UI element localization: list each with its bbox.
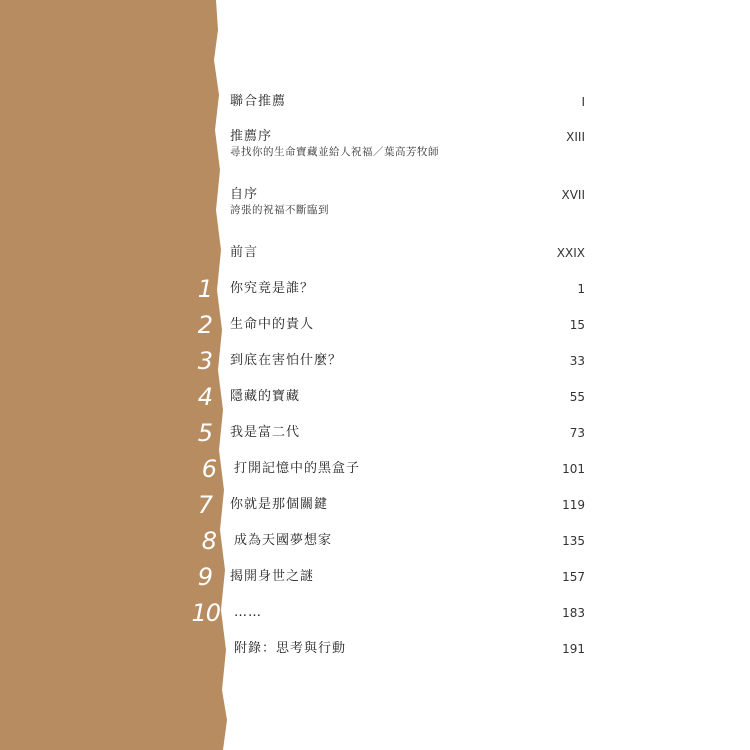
entry-subtitle: 尋找你的生命寶藏並給人祝福／葉高芳牧師 <box>230 146 439 158</box>
chapter-number: 4 <box>197 383 212 411</box>
chapter-number: 8 <box>201 527 216 555</box>
toc-entry-chapter-1[interactable] <box>230 281 585 297</box>
entry-page-number: 119 <box>562 498 585 512</box>
entry-page-number: 33 <box>569 354 585 368</box>
chapter-number: 1 <box>197 275 212 303</box>
entry-page-number: I <box>581 95 585 109</box>
toc-entry-joint-recommendation[interactable] <box>230 94 585 110</box>
entry-title: 聯合推薦 <box>230 94 287 109</box>
entry-page-number: 15 <box>569 318 585 332</box>
toc-entry-chapter-2[interactable] <box>230 317 585 333</box>
toc-entry-chapter-7[interactable] <box>230 497 585 513</box>
chapter-number: 10 <box>191 599 220 627</box>
entry-page-number: 73 <box>569 426 585 440</box>
entry-title: 推薦序 <box>230 129 273 144</box>
entry-page-number: 157 <box>562 570 585 584</box>
toc-entry-foreword[interactable] <box>230 129 585 159</box>
entry-title: 隱藏的寶藏 <box>230 389 301 404</box>
entry-title: 你究竟是誰？ <box>230 281 315 296</box>
entry-title: 到底在害怕什麼？ <box>230 353 343 368</box>
toc-entry-chapter-4[interactable] <box>230 389 585 405</box>
entry-title: 前言 <box>230 245 259 260</box>
chapter-number: 5 <box>197 419 212 447</box>
entry-title: 自序 <box>230 187 259 202</box>
chapter-number: 3 <box>197 347 212 375</box>
entry-page-number: 55 <box>569 390 585 404</box>
toc-entry-preface[interactable] <box>230 187 585 217</box>
toc-entry-chapter-6[interactable] <box>234 461 585 477</box>
entry-title: 你就是那個關鍵 <box>230 497 329 512</box>
entry-subtitle: 誇張的祝福不斷臨到 <box>230 204 329 216</box>
entry-title: 成為天國夢想家 <box>234 533 333 548</box>
toc-entry-chapter-9[interactable] <box>230 569 585 585</box>
entry-page-number: XIII <box>566 130 585 144</box>
toc-entry-chapter-5[interactable] <box>230 425 585 441</box>
entry-page-number: 183 <box>562 606 585 620</box>
entry-page-number: 191 <box>562 642 585 656</box>
entry-page-number: XXIX <box>556 246 585 260</box>
entry-title: 我是富二代 <box>230 425 301 440</box>
entry-title: 附錄：思考與行動 <box>234 641 347 656</box>
torn-paper-strip <box>0 0 240 750</box>
entry-page-number: 1 <box>577 282 585 296</box>
toc-entry-introduction[interactable] <box>230 245 585 261</box>
chapter-number: 2 <box>197 311 212 339</box>
entry-title: 揭開身世之謎 <box>230 569 315 584</box>
chapter-number: 9 <box>197 563 212 591</box>
toc-entry-appendix[interactable] <box>234 641 585 657</box>
entry-page-number: 135 <box>562 534 585 548</box>
entry-page-number: 101 <box>562 462 585 476</box>
entry-title: 打開記憶中的黑盒子 <box>234 461 361 476</box>
entry-title: …… <box>234 605 262 620</box>
toc-entry-chapter-8[interactable] <box>234 533 585 549</box>
chapter-number: 7 <box>197 491 212 519</box>
toc-entry-chapter-10[interactable] <box>234 605 585 621</box>
entry-page-number: XVII <box>561 188 585 202</box>
chapter-number: 6 <box>201 455 216 483</box>
toc-entry-chapter-3[interactable] <box>230 353 585 369</box>
entry-title: 生命中的貴人 <box>230 317 315 332</box>
